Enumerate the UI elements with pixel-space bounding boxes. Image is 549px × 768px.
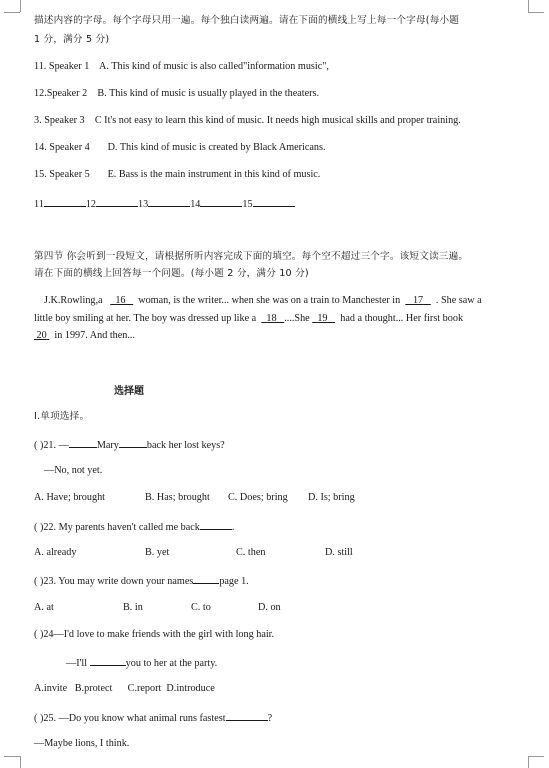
answer-blank-15[interactable]	[253, 196, 295, 207]
blank-number: 17	[412, 295, 424, 306]
passage-text: little boy smiling at her. The boy was dressed up like a	[34, 313, 257, 324]
match-option: B. This kind of music is usually played in the theaters.	[97, 88, 320, 99]
passage-text: in 1997. And then...	[54, 330, 136, 341]
q22-option-a[interactable]: A. already	[34, 547, 77, 558]
match-item-15	[34, 168, 320, 182]
section3-intro-line2: 1 分，满分 5 分)	[34, 34, 110, 45]
question-stem: back her lost keys?	[146, 440, 225, 451]
match-speaker: 14. Speaker 4	[34, 142, 90, 153]
q21-option-b[interactable]: B. Has; brought	[145, 492, 210, 503]
q22-option-d[interactable]: D. still	[325, 547, 353, 558]
passage-text: woman, is the writer... when she was on a train to Manchester in	[138, 295, 401, 306]
answer-num-13: 13	[138, 199, 149, 210]
match-item-12	[34, 87, 319, 101]
answer-num-15: 15	[242, 199, 253, 210]
section4-intro-line1: 第四节 你会听到一段短文，请根据所听内容完成下面的填空。每个空不超过三个字。该短文读三遍。	[34, 251, 469, 262]
question-21	[34, 437, 225, 453]
question-stem: you to her at the party.	[125, 658, 218, 669]
match-option: C It's not easy to learn this kind of music. It needs high musical skills and proper training.	[94, 115, 461, 126]
q21-option-c[interactable]: C. Does; bring	[228, 492, 288, 503]
q21-option-a[interactable]: A. Have; brought	[34, 492, 106, 503]
blank-number: 16	[115, 295, 126, 306]
passage-text: J.K.Rowling,a	[44, 295, 103, 306]
question-21-reply: —No, not yet.	[44, 465, 103, 476]
question-25-reply: —Maybe lions, I think.	[34, 738, 130, 749]
question-stem: Mary	[96, 440, 119, 451]
q23-option-d[interactable]: D. on	[258, 602, 281, 613]
match-option: A. This kind of music is also called"information music",	[98, 61, 329, 72]
question-stem: ( )22. My parents haven't called me back	[34, 522, 200, 533]
q22-option-c[interactable]: C. then	[236, 547, 266, 558]
question-25-blank[interactable]	[226, 710, 268, 721]
passage-blank-20[interactable]	[34, 330, 49, 341]
question-24-reply	[66, 655, 217, 671]
crop-mark-top-left-h	[4, 12, 20, 13]
question-stem: ( )25. —Do you know what animal runs fastest	[34, 713, 226, 724]
crop-mark-bottom-right-h	[528, 756, 544, 757]
q23-option-a[interactable]: A. at	[34, 602, 54, 613]
question-25	[34, 710, 272, 726]
question-21-blank-1[interactable]	[69, 437, 97, 448]
question-22	[34, 519, 234, 535]
crop-mark-top-right	[528, 0, 529, 12]
question-23-blank[interactable]	[193, 573, 219, 584]
answer-num-14: 14	[190, 199, 201, 210]
match-speaker: 12.Speaker 2	[34, 88, 88, 99]
match-speaker: 15. Speaker 5	[34, 169, 90, 180]
question-stem: —I'll	[66, 658, 88, 669]
blank-number: 19	[317, 313, 328, 324]
passage-text: had a thought... Her first book	[340, 313, 464, 324]
passage-blank-19[interactable]	[312, 313, 335, 324]
blank-number: 20	[36, 330, 47, 341]
answer-blank-13[interactable]	[148, 196, 190, 207]
answer-num-12: 12	[85, 199, 96, 210]
passage-blank-18[interactable]	[261, 313, 284, 324]
passage-text: ....She	[284, 313, 310, 324]
crop-mark-top-right-h	[528, 12, 544, 13]
passage-text: . She saw a	[435, 295, 482, 306]
match-item-14	[34, 141, 326, 155]
answer-blank-11[interactable]	[44, 196, 86, 207]
answer-blanks-row	[34, 196, 295, 212]
question-23	[34, 573, 249, 589]
part-label: Ⅰ.单项选择。	[34, 411, 90, 422]
q22-option-b[interactable]: B. yet	[145, 547, 170, 558]
question-stem: ( )21. —	[34, 440, 69, 451]
answer-blank-12[interactable]	[96, 196, 138, 207]
match-item-11	[34, 60, 329, 74]
section-title: 选择题	[114, 386, 144, 397]
section4-intro-line2: 请在下面的横线上回答每一个问题。(每小题 2 分，满分 10 分)	[34, 268, 309, 279]
passage-line1	[44, 294, 482, 308]
crop-mark-bottom-right	[528, 756, 529, 768]
question-22-blank[interactable]	[200, 519, 232, 530]
crop-mark-bottom-left-h	[4, 756, 20, 757]
question-21-blank-2[interactable]	[119, 437, 147, 448]
question-24-blank[interactable]	[90, 655, 126, 666]
passage-blank-17[interactable]	[405, 295, 430, 306]
crop-mark-top-left	[20, 0, 21, 12]
passage-line3	[34, 329, 135, 343]
blank-number: 18	[266, 313, 277, 324]
q23-option-c[interactable]: C. to	[191, 602, 211, 613]
match-option: D. This kind of music is created by Black Americans.	[107, 142, 326, 153]
match-speaker: 3. Speaker 3	[34, 115, 85, 126]
match-option: E. Bass is the main instrument in this kind of music.	[107, 169, 321, 180]
crop-mark-bottom-left	[20, 756, 21, 768]
question-stem: page 1.	[219, 576, 249, 587]
passage-line2	[34, 312, 463, 326]
q23-option-b[interactable]: B. in	[123, 602, 143, 613]
answer-num-11: 11	[34, 199, 44, 210]
question-24: ( )24—I'd love to make friends with the girl with long hair.	[34, 629, 275, 640]
passage-blank-16[interactable]	[110, 295, 133, 306]
question-stem: ( )23. You may write down your names	[34, 576, 194, 587]
answer-blank-14[interactable]	[200, 196, 242, 207]
q21-option-d[interactable]: D. Is; bring	[308, 492, 355, 503]
match-item-13	[34, 114, 461, 128]
question-stem: ?	[267, 713, 273, 724]
question-stem: .	[231, 522, 235, 533]
section3-intro-line1: 描述内容的字母。每个字母只用一遍。每个独白读两遍。请在下面的横线上写上每一个字母(每小题	[34, 15, 460, 26]
match-speaker: 11. Speaker 1	[34, 61, 90, 72]
q24-options[interactable]: A.invite B.protect C.report D.introduce	[34, 683, 215, 694]
